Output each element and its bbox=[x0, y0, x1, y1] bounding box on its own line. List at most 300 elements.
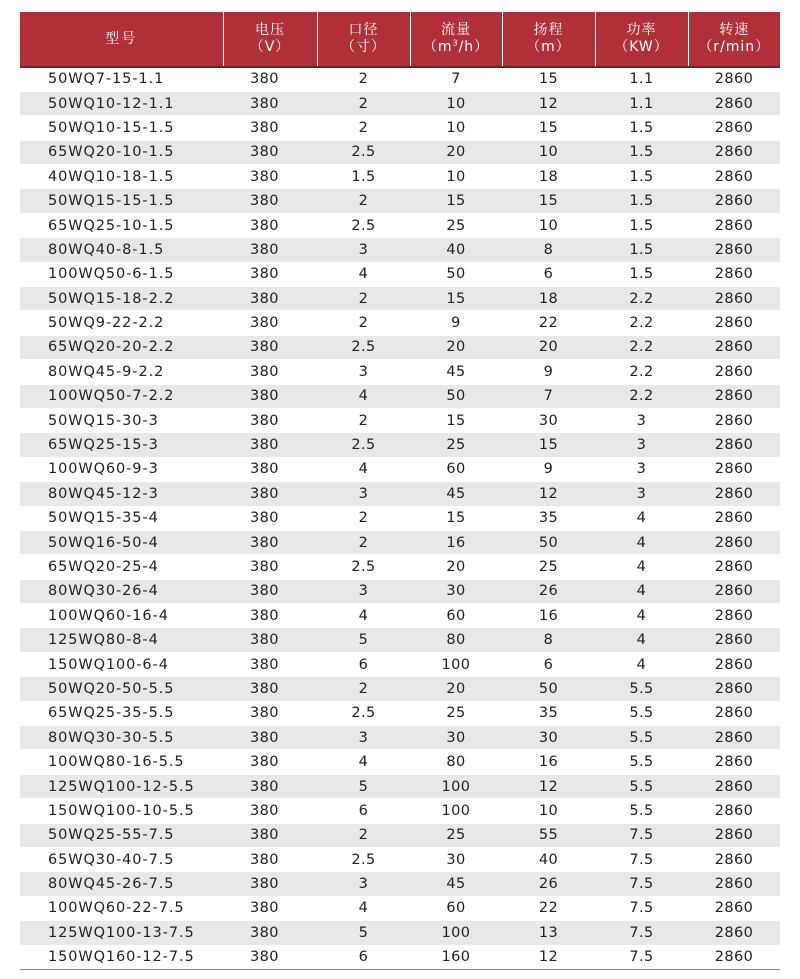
header-head-label: 扬程 bbox=[533, 22, 564, 38]
cell-voltage: 380 bbox=[250, 144, 279, 161]
header-caliber-unit: （寸） bbox=[341, 39, 386, 55]
cell-flow: 40 bbox=[446, 241, 466, 258]
cell-caliber: 2.5 bbox=[351, 144, 376, 161]
table-row bbox=[20, 433, 780, 457]
cell-caliber: 2 bbox=[358, 412, 369, 429]
cell-power: 7.5 bbox=[629, 924, 654, 941]
cell-speed: 2860 bbox=[714, 412, 754, 429]
cell-power: 1.5 bbox=[629, 241, 654, 258]
cell-power: 4 bbox=[636, 534, 647, 551]
table-header bbox=[20, 12, 780, 67]
cell-head: 12 bbox=[538, 778, 559, 795]
cell-voltage: 380 bbox=[250, 217, 279, 234]
cell-power: 7.5 bbox=[629, 851, 654, 868]
table-row bbox=[20, 872, 780, 896]
cell-model: 50WQ7-15-1.1 bbox=[48, 71, 165, 88]
cell-flow: 45 bbox=[446, 876, 466, 893]
table-row bbox=[20, 701, 780, 725]
cell-flow: 50 bbox=[446, 388, 466, 405]
cell-power: 4 bbox=[636, 632, 647, 649]
cell-head: 30 bbox=[538, 412, 559, 429]
cell-model: 100WQ50-6-1.5 bbox=[48, 266, 175, 283]
cell-head: 18 bbox=[538, 168, 559, 185]
cell-voltage: 380 bbox=[250, 437, 279, 454]
cell-flow: 9 bbox=[451, 315, 461, 332]
cell-model: 80WQ30-30-5.5 bbox=[48, 729, 175, 746]
cell-caliber: 4 bbox=[358, 900, 369, 917]
cell-power: 5.5 bbox=[629, 802, 654, 819]
cell-power: 3 bbox=[636, 412, 647, 429]
cell-model: 150WQ160-12-7.5 bbox=[48, 949, 195, 966]
cell-head: 15 bbox=[538, 71, 559, 88]
cell-head: 6 bbox=[543, 266, 554, 283]
cell-head: 50 bbox=[538, 534, 559, 551]
cell-caliber: 3 bbox=[358, 241, 369, 258]
cell-power: 4 bbox=[636, 559, 647, 575]
cell-voltage: 380 bbox=[250, 339, 279, 356]
cell-head: 12 bbox=[538, 485, 559, 502]
cell-speed: 2860 bbox=[714, 924, 754, 941]
table-row bbox=[20, 896, 780, 920]
cell-voltage: 380 bbox=[250, 241, 279, 258]
table-row bbox=[20, 799, 780, 823]
cell-voltage: 380 bbox=[250, 680, 279, 697]
cell-power: 7.5 bbox=[629, 900, 654, 917]
cell-flow: 80 bbox=[446, 632, 466, 649]
cell-model: 50WQ15-30-3 bbox=[48, 412, 159, 429]
cell-head: 6 bbox=[543, 656, 554, 673]
cell-caliber: 2 bbox=[358, 193, 369, 210]
cell-voltage: 380 bbox=[250, 900, 279, 917]
table-row bbox=[20, 628, 780, 652]
header-head bbox=[502, 12, 595, 67]
cell-speed: 2860 bbox=[714, 95, 754, 112]
cell-speed: 2860 bbox=[714, 144, 754, 161]
table-row bbox=[20, 335, 780, 359]
cell-model: 65WQ25-10-1.5 bbox=[48, 217, 175, 234]
header-flow-unit bbox=[411, 39, 502, 56]
table-row bbox=[20, 165, 780, 189]
cell-head: 25 bbox=[538, 559, 559, 575]
table-row bbox=[20, 677, 780, 701]
cell-voltage: 380 bbox=[250, 656, 279, 673]
cell-caliber: 2 bbox=[358, 315, 369, 332]
cell-voltage: 380 bbox=[250, 412, 279, 429]
table-row bbox=[20, 848, 780, 872]
cell-voltage: 380 bbox=[250, 632, 279, 649]
cell-head: 7 bbox=[543, 388, 554, 405]
cell-model: 150WQ100-6-4 bbox=[48, 656, 169, 673]
cell-voltage: 380 bbox=[250, 827, 279, 844]
cell-caliber: 2 bbox=[358, 510, 369, 527]
cell-voltage: 380 bbox=[250, 290, 279, 307]
cell-flow: 10 bbox=[446, 168, 466, 185]
cell-speed: 2860 bbox=[714, 168, 754, 185]
cell-caliber: 2 bbox=[358, 290, 369, 307]
cell-caliber: 2 bbox=[358, 534, 369, 551]
cell-power: 7.5 bbox=[629, 949, 654, 966]
cell-model: 150WQ100-10-5.5 bbox=[48, 802, 195, 819]
cell-caliber: 2.5 bbox=[351, 559, 376, 575]
header-flow-unit-sup: 3 bbox=[452, 38, 459, 48]
cell-model: 50WQ15-35-4 bbox=[48, 510, 159, 527]
cell-model: 50WQ10-15-1.5 bbox=[48, 119, 175, 136]
cell-flow: 25 bbox=[446, 827, 466, 844]
cell-power: 4 bbox=[636, 510, 647, 527]
cell-flow: 100 bbox=[441, 924, 471, 941]
cell-power: 2.2 bbox=[629, 363, 654, 380]
cell-head: 20 bbox=[538, 339, 559, 356]
cell-caliber: 4 bbox=[358, 754, 369, 771]
header-speed-label: 转速 bbox=[719, 22, 750, 38]
cell-model: 50WQ9-22-2.2 bbox=[48, 315, 165, 332]
cell-power: 5.5 bbox=[629, 778, 654, 795]
cell-caliber: 1.5 bbox=[351, 168, 376, 185]
cell-power: 5.5 bbox=[629, 729, 654, 746]
cell-head: 15 bbox=[538, 437, 559, 454]
cell-speed: 2860 bbox=[714, 266, 754, 283]
cell-speed: 2860 bbox=[714, 315, 754, 332]
cell-speed: 2860 bbox=[714, 510, 754, 527]
cell-caliber: 5 bbox=[358, 632, 369, 649]
cell-head: 26 bbox=[538, 876, 559, 893]
cell-voltage: 380 bbox=[250, 583, 279, 600]
cell-power: 3 bbox=[636, 437, 647, 454]
cell-flow: 45 bbox=[446, 485, 466, 502]
table-row bbox=[20, 360, 780, 384]
cell-model: 65WQ25-15-3 bbox=[48, 437, 159, 454]
cell-head: 35 bbox=[538, 510, 559, 527]
cell-model: 80WQ45-9-2.2 bbox=[48, 363, 165, 380]
cell-model: 50WQ15-15-1.5 bbox=[48, 193, 175, 210]
cell-head: 40 bbox=[538, 851, 559, 868]
cell-caliber: 2 bbox=[358, 119, 369, 136]
cell-voltage: 380 bbox=[250, 754, 279, 771]
cell-speed: 2860 bbox=[714, 290, 754, 307]
cell-head: 16 bbox=[538, 754, 559, 771]
cell-flow: 100 bbox=[441, 778, 471, 795]
cell-model: 65WQ20-10-1.5 bbox=[48, 144, 175, 161]
cell-power: 1.5 bbox=[629, 144, 654, 161]
cell-flow: 45 bbox=[446, 363, 466, 380]
cell-speed: 2860 bbox=[714, 583, 754, 600]
cell-flow: 60 bbox=[446, 607, 466, 624]
cell-power: 2.2 bbox=[629, 290, 654, 307]
header-power bbox=[595, 12, 688, 67]
cell-caliber: 2 bbox=[358, 827, 369, 844]
table-row bbox=[20, 311, 780, 335]
cell-power: 1.1 bbox=[629, 95, 654, 112]
cell-voltage: 380 bbox=[250, 461, 279, 478]
cell-speed: 2860 bbox=[714, 680, 754, 697]
cell-model: 65WQ20-20-2.2 bbox=[48, 339, 175, 356]
cell-speed: 2860 bbox=[714, 461, 754, 478]
cell-speed: 2860 bbox=[714, 363, 754, 380]
cell-head: 15 bbox=[538, 193, 559, 210]
cell-voltage: 380 bbox=[250, 802, 279, 819]
header-voltage bbox=[223, 12, 317, 67]
cell-model: 65WQ20-25-4 bbox=[48, 559, 159, 575]
cell-voltage: 380 bbox=[250, 168, 279, 185]
table-body bbox=[20, 67, 780, 969]
cell-flow: 30 bbox=[446, 729, 466, 746]
cell-caliber: 2.5 bbox=[351, 851, 376, 868]
cell-voltage: 380 bbox=[250, 534, 279, 551]
cell-model: 40WQ10-18-1.5 bbox=[48, 168, 175, 185]
header-voltage-unit: （V） bbox=[249, 39, 291, 55]
cell-flow: 20 bbox=[446, 559, 466, 575]
table-row bbox=[20, 384, 780, 408]
cell-voltage: 380 bbox=[250, 876, 279, 893]
cell-speed: 2860 bbox=[714, 778, 754, 795]
cell-voltage: 380 bbox=[250, 363, 279, 380]
cell-caliber: 5 bbox=[358, 924, 369, 941]
cell-voltage: 380 bbox=[250, 388, 279, 405]
cell-flow: 10 bbox=[446, 119, 466, 136]
table-row bbox=[20, 945, 780, 969]
cell-head: 30 bbox=[538, 729, 559, 746]
cell-speed: 2860 bbox=[714, 485, 754, 502]
cell-caliber: 4 bbox=[358, 461, 369, 478]
cell-speed: 2860 bbox=[714, 388, 754, 405]
cell-power: 1.5 bbox=[629, 119, 654, 136]
cell-caliber: 4 bbox=[358, 388, 369, 405]
cell-power: 1.5 bbox=[629, 266, 654, 283]
cell-flow: 30 bbox=[446, 851, 466, 868]
cell-head: 10 bbox=[538, 802, 559, 819]
cell-power: 5.5 bbox=[629, 754, 654, 771]
cell-model: 65WQ25-35-5.5 bbox=[48, 705, 175, 722]
cell-model: 125WQ80-8-4 bbox=[48, 632, 159, 649]
header-power-label: 功率 bbox=[626, 22, 657, 38]
cell-head: 22 bbox=[538, 900, 559, 917]
cell-speed: 2860 bbox=[714, 632, 754, 649]
cell-model: 50WQ15-18-2.2 bbox=[48, 290, 175, 307]
table-row bbox=[20, 238, 780, 262]
header-caliber-label: 口径 bbox=[348, 22, 379, 38]
cell-caliber: 3 bbox=[358, 363, 369, 380]
cell-model: 100WQ60-16-4 bbox=[48, 607, 169, 624]
cell-speed: 2860 bbox=[714, 437, 754, 454]
cell-flow: 25 bbox=[446, 437, 466, 454]
cell-flow: 10 bbox=[446, 95, 466, 112]
cell-voltage: 380 bbox=[250, 95, 279, 112]
header-head-unit: （m） bbox=[526, 39, 571, 55]
cell-power: 2.2 bbox=[629, 339, 654, 356]
cell-flow: 100 bbox=[441, 802, 471, 819]
table-row bbox=[20, 652, 780, 676]
cell-voltage: 380 bbox=[250, 949, 279, 966]
cell-power: 4 bbox=[636, 583, 647, 600]
cell-head: 12 bbox=[538, 95, 559, 112]
cell-flow: 160 bbox=[441, 949, 471, 966]
header-speed-unit: （r/min） bbox=[698, 39, 771, 55]
cell-model: 100WQ60-22-7.5 bbox=[48, 900, 185, 917]
cell-caliber: 2.5 bbox=[351, 339, 376, 356]
cell-voltage: 380 bbox=[250, 315, 279, 332]
cell-flow: 15 bbox=[446, 412, 466, 429]
cell-model: 125WQ100-12-5.5 bbox=[48, 778, 195, 795]
cell-model: 100WQ80-16-5.5 bbox=[48, 754, 185, 771]
cell-model: 65WQ30-40-7.5 bbox=[48, 851, 175, 868]
table-row bbox=[20, 408, 780, 432]
table-row bbox=[20, 604, 780, 628]
cell-head: 18 bbox=[538, 290, 559, 307]
cell-voltage: 380 bbox=[250, 729, 279, 746]
cell-flow: 60 bbox=[446, 461, 466, 478]
cell-caliber: 2.5 bbox=[351, 217, 376, 234]
cell-flow: 100 bbox=[441, 656, 471, 673]
cell-voltage: 380 bbox=[250, 607, 279, 624]
cell-head: 26 bbox=[538, 583, 559, 600]
cell-power: 3 bbox=[636, 461, 647, 478]
cell-voltage: 380 bbox=[250, 851, 279, 868]
cell-speed: 2860 bbox=[714, 729, 754, 746]
cell-flow: 25 bbox=[446, 217, 466, 234]
cell-head: 12 bbox=[538, 949, 559, 966]
cell-model: 125WQ100-13-7.5 bbox=[48, 924, 195, 941]
cell-model: 50WQ16-50-4 bbox=[48, 534, 159, 551]
cell-speed: 2860 bbox=[714, 607, 754, 624]
cell-voltage: 380 bbox=[250, 193, 279, 210]
cell-head: 15 bbox=[538, 119, 559, 136]
cell-power: 3 bbox=[636, 485, 647, 502]
cell-caliber: 3 bbox=[358, 729, 369, 746]
cell-flow: 7 bbox=[451, 71, 461, 88]
cell-head: 55 bbox=[538, 827, 559, 844]
cell-head: 16 bbox=[538, 607, 559, 624]
cell-voltage: 380 bbox=[250, 705, 279, 722]
cell-caliber: 2.5 bbox=[351, 437, 376, 454]
cell-head: 9 bbox=[543, 461, 554, 478]
cell-flow: 15 bbox=[446, 510, 466, 527]
cell-flow: 30 bbox=[446, 583, 466, 600]
cell-speed: 2860 bbox=[714, 119, 754, 136]
cell-power: 1.5 bbox=[629, 168, 654, 185]
cell-speed: 2860 bbox=[714, 802, 754, 819]
cell-flow: 16 bbox=[446, 534, 466, 551]
cell-head: 10 bbox=[538, 217, 559, 234]
cell-speed: 2860 bbox=[714, 241, 754, 258]
cell-caliber: 6 bbox=[358, 802, 369, 819]
cell-voltage: 380 bbox=[250, 266, 279, 283]
cell-speed: 2860 bbox=[714, 851, 754, 868]
table-row bbox=[20, 91, 780, 115]
cell-power: 1.5 bbox=[629, 217, 654, 234]
header-flow-unit-post: /h） bbox=[458, 39, 490, 55]
cell-speed: 2860 bbox=[714, 827, 754, 844]
cell-power: 5.5 bbox=[629, 705, 654, 722]
table-row bbox=[20, 506, 780, 530]
table-row bbox=[20, 921, 780, 945]
cell-flow: 20 bbox=[446, 339, 466, 356]
table-row bbox=[20, 579, 780, 603]
cell-speed: 2860 bbox=[714, 559, 754, 575]
cell-speed: 2860 bbox=[714, 193, 754, 210]
table-row bbox=[20, 750, 780, 774]
cell-model: 100WQ60-9-3 bbox=[48, 461, 159, 478]
cell-model: 80WQ45-12-3 bbox=[48, 485, 159, 502]
cell-caliber: 4 bbox=[358, 266, 369, 283]
cell-speed: 2860 bbox=[714, 705, 754, 722]
table-row bbox=[20, 482, 780, 506]
cell-head: 8 bbox=[543, 632, 554, 649]
table-row bbox=[20, 262, 780, 286]
table-row bbox=[20, 189, 780, 213]
cell-voltage: 380 bbox=[250, 924, 279, 941]
header-speed bbox=[688, 12, 780, 67]
table-row bbox=[20, 287, 780, 311]
cell-power: 2.2 bbox=[629, 388, 654, 405]
pump-spec-table bbox=[20, 12, 780, 970]
cell-power: 7.5 bbox=[629, 827, 654, 844]
cell-power: 1.1 bbox=[629, 71, 654, 88]
cell-caliber: 6 bbox=[358, 656, 369, 673]
cell-power: 1.5 bbox=[629, 193, 654, 210]
cell-model: 80WQ40-8-1.5 bbox=[48, 241, 165, 258]
cell-flow: 15 bbox=[446, 193, 466, 210]
cell-power: 4 bbox=[636, 607, 647, 624]
cell-head: 50 bbox=[538, 680, 559, 697]
cell-model: 50WQ25-55-7.5 bbox=[48, 827, 175, 844]
cell-flow: 20 bbox=[446, 144, 466, 161]
cell-voltage: 380 bbox=[250, 71, 279, 88]
table-row bbox=[20, 213, 780, 237]
cell-caliber: 2.5 bbox=[351, 705, 376, 722]
cell-head: 13 bbox=[538, 924, 559, 941]
cell-head: 8 bbox=[543, 241, 554, 258]
cell-head: 10 bbox=[538, 144, 559, 161]
cell-speed: 2860 bbox=[714, 217, 754, 234]
cell-model: 50WQ10-12-1.1 bbox=[48, 95, 175, 112]
cell-voltage: 380 bbox=[250, 510, 279, 527]
cell-head: 9 bbox=[543, 363, 554, 380]
cell-speed: 2860 bbox=[714, 876, 754, 893]
cell-flow: 15 bbox=[446, 290, 466, 307]
cell-caliber: 3 bbox=[358, 485, 369, 502]
cell-caliber: 2 bbox=[358, 95, 369, 112]
table-row bbox=[20, 67, 780, 91]
cell-power: 4 bbox=[636, 656, 647, 673]
cell-power: 7.5 bbox=[629, 876, 654, 893]
cell-head: 35 bbox=[538, 705, 559, 722]
cell-caliber: 3 bbox=[358, 583, 369, 600]
cell-head: 22 bbox=[538, 315, 559, 332]
cell-speed: 2860 bbox=[714, 534, 754, 551]
cell-model: 50WQ20-50-5.5 bbox=[48, 680, 175, 697]
cell-flow: 50 bbox=[446, 266, 466, 283]
cell-speed: 2860 bbox=[714, 71, 754, 88]
table-row bbox=[20, 140, 780, 164]
cell-flow: 25 bbox=[446, 705, 466, 722]
cell-power: 2.2 bbox=[629, 315, 654, 332]
cell-flow: 20 bbox=[446, 680, 466, 697]
table-row bbox=[20, 530, 780, 554]
cell-speed: 2860 bbox=[714, 754, 754, 771]
cell-caliber: 3 bbox=[358, 876, 369, 893]
cell-speed: 2860 bbox=[714, 949, 754, 966]
cell-model: 80WQ30-26-4 bbox=[48, 583, 159, 600]
cell-model: 80WQ45-26-7.5 bbox=[48, 876, 175, 893]
cell-voltage: 380 bbox=[250, 778, 279, 795]
cell-flow: 80 bbox=[446, 754, 466, 771]
table-row bbox=[20, 555, 780, 579]
cell-speed: 2860 bbox=[714, 900, 754, 917]
header-model bbox=[20, 12, 223, 67]
header-flow bbox=[410, 12, 502, 67]
cell-caliber: 2 bbox=[358, 71, 369, 88]
cell-speed: 2860 bbox=[714, 656, 754, 673]
